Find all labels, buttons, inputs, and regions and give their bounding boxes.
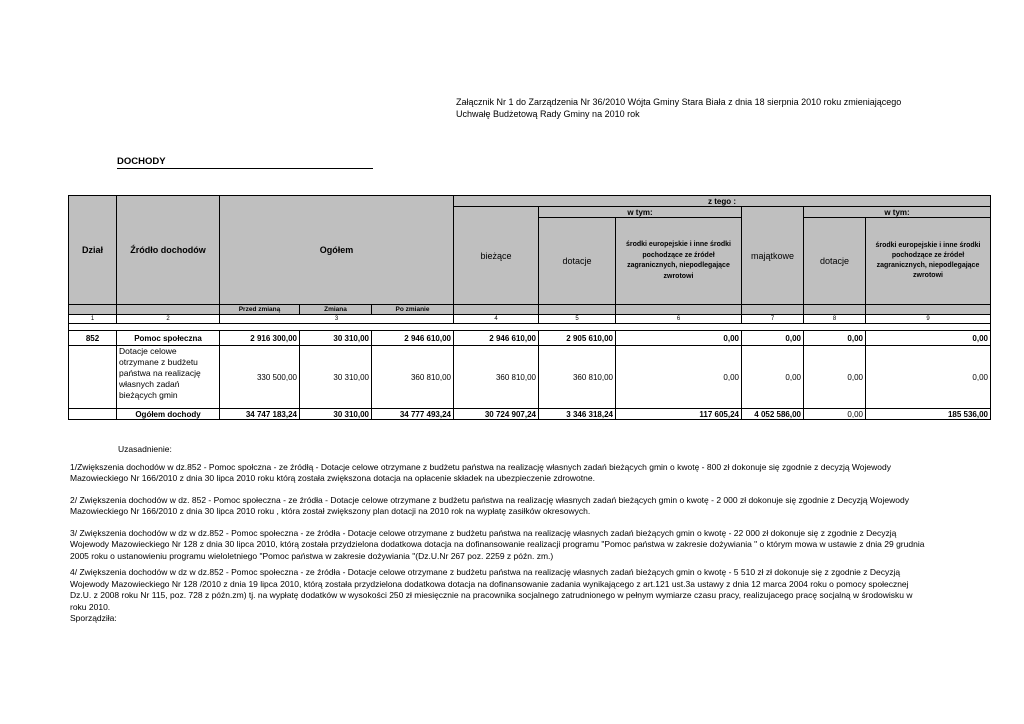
- subheader-empty: [742, 305, 804, 315]
- subheader-empty: [454, 305, 539, 315]
- note-paragraph-1: 1/Zwiększenia dochodów w dz.852 - Pomoc społczna - ze źródłą - Dotacje celowe otrzymane z budżetu państwa na realizację własnych zadań bieżących gmin o kwotę - 800 zł dokonuje się zgodnie z decyzją Wojewody Mazowieckiego Nr 166/2010 z dnia 30 lipca 2010 roku którą została zwiększona dotacja na opłacenie składek na ubezpieczenie zdrowotne.: [70, 461, 891, 483]
- cell-dotacje-2: 0,00: [804, 346, 866, 409]
- cell-srodki-1: 0,00: [616, 331, 742, 346]
- column-number: 9: [866, 315, 991, 324]
- table-row-total: [69, 409, 991, 420]
- table-row-dotacje: [69, 346, 991, 409]
- cell-zrodlo: Ogółem dochody: [117, 409, 220, 420]
- cell-zrodlo: Pomoc społeczna: [117, 331, 220, 346]
- cell-dotacje-1: 2 905 610,00: [539, 331, 616, 346]
- spacer-row: [69, 324, 991, 331]
- header-dotacje-2: dotacje: [804, 218, 866, 305]
- note-paragraph-2: 2/ Zwiększenia dochodów w dz. 852 - Pomoc społeczna - ze źródła - Dotacje celowe otrzymane z budżetu państwa na realizację własnych zadań bieżących gmin o kwotę - 2 000 zł dokonuje się zgodnie z Decyzją Wojewody Mazowieckiego Nr 166/2010 z dnia 30 lipca 2010 roku , która został zwiększony plan dotacji na 2010 rok na wypłatę zasiłków okresowych.: [70, 494, 909, 516]
- header-srodki-2: środki europejskie i inne środki pochodzące ze źródeł zagranicznych, niepodlegające zwrotowi: [866, 218, 991, 305]
- header-biezace: bieżące: [454, 207, 539, 305]
- cell-dzial-empty: [69, 409, 117, 420]
- cell-zmiana: 30 310,00: [300, 331, 372, 346]
- header-w-tym-2: w tym:: [804, 207, 991, 218]
- column-number: 7: [742, 315, 804, 324]
- cell-srodki-2: 0,00: [866, 331, 991, 346]
- cell-po: 360 810,00: [372, 346, 454, 409]
- subheader-empty: [69, 305, 117, 315]
- cell-po: 2 946 610,00: [372, 331, 454, 346]
- note-paragraph-3: 3/ Zwiększenia dochodów w dz w dz.852 - Pomoc społeczna - ze źródła - Dotacje celowe otrzymane z budżetu państwa na realizację własnych zadań bieżących gmin o kwotę - 22 000 zł dokonuje się z zgodnie z Decyzją Wojewody Mazowieckiego Nr 128 z dnia 30 lipca 2010, którą została przydzielona dodatkowa dotacja na dofinansowanie realizacji programu "Pomoc państwa w zakresie dożywiania " o którym mowa w ustawie z dnia 29 grudnia 2005 roku o ustanowieniu programu wieloletniego "Pomoc państwa w zakresie dożywiania "(Dz.U.Nr 267 poz. 2259 z późn. zm.): [70, 527, 925, 561]
- cell-biezace: 360 810,00: [454, 346, 539, 409]
- column-number: 3: [220, 315, 454, 324]
- column-number: 2: [117, 315, 220, 324]
- cell-srodki-1: 117 605,24: [616, 409, 742, 420]
- header-w-tym-1: w tym:: [539, 207, 742, 218]
- column-number: 1: [69, 315, 117, 324]
- header-zrodlo: Źródło dochodów: [117, 196, 220, 305]
- attachment-header-note: Załącznik Nr 1 do Zarządzenia Nr 36/2010 Wójta Gminy Stara Biała z dnia 18 sierpnia 2010 roku zmieniającego Uchwałę Budżetową Rady Gminy na 2010 rok: [456, 97, 902, 119]
- cell-biezace: 30 724 907,24: [454, 409, 539, 420]
- revenue-table: [68, 195, 991, 420]
- cell-zmiana: 30 310,00: [300, 409, 372, 420]
- cell-zrodlo: Dotacje celowe otrzymane z budżetu państwa na realizację własnych zadań bieżących gmin: [117, 346, 220, 409]
- header-dotacje-1: dotacje: [539, 218, 616, 305]
- cell-srodki-2: 0,00: [866, 346, 991, 409]
- header-srodki-1: środki europejskie i inne środki pochodzące ze źródeł zagranicznych, niepodlegające zwrotowi: [616, 218, 742, 305]
- subheader-przed-zmiana: Przed zmianą: [220, 305, 300, 315]
- subheader-zmiana: Zmiana: [300, 305, 372, 315]
- cell-dzial: 852: [69, 331, 117, 346]
- cell-biezace: 2 946 610,00: [454, 331, 539, 346]
- column-number: 5: [539, 315, 616, 324]
- signature-label: Sporządziła:: [70, 613, 117, 623]
- subheader-po-zmianie: Po zmianie: [372, 305, 454, 315]
- header-majatkowe: majątkowe: [742, 207, 804, 305]
- header-ogolem: Ogółem: [220, 196, 454, 305]
- header-z-tego: z tego :: [454, 196, 991, 207]
- cell-dotacje-1: 360 810,00: [539, 346, 616, 409]
- cell-majatkowe: 0,00: [742, 346, 804, 409]
- table-row-852: [69, 331, 991, 346]
- cell-dotacje-2: 0,00: [804, 409, 866, 420]
- section-title: DOCHODY: [117, 156, 373, 169]
- column-number: 6: [616, 315, 742, 324]
- subheader-empty: [616, 305, 742, 315]
- note-paragraph-4: 4/ Zwiększenia dochodów w dz w dz.852 - Pomoc społeczna - ze źródła - Dotacje celowe otrzymane z budżetu państwa na realizację własnych zadań bieżących gmin o kwotę - 5 510 zł zł dokonuje się z zgodnie z Decyzją Wojewody Mazowieckiego Nr 128 /2010 z dnia 19 lipca 2010, którą została przydzielona dodatkowa dotacja na dofinansowanie zadania wynikającego z art.121 ust.3a ustawy z dnia 12 marca 2004 roku o pomocy społecznej Dz.U. z 2008 roku Nr 115, poz. 728 z późn.zm) tj. na wypłatę dodatków w wysokości 250 zł miesięcznie na pracownika socjalnego zatrudnionego w pełnym wymiarze czasu pracy, realizujacego pracę socjalną w środowisku w roku 2010.: [70, 567, 913, 612]
- justification-notes: [70, 444, 930, 625]
- cell-srodki-2: 185 536,00: [866, 409, 991, 420]
- notes-heading: Uzasadnienie:: [118, 444, 172, 454]
- header-dzial: Dział: [69, 196, 117, 305]
- subheader-empty: [866, 305, 991, 315]
- cell-dotacje-2: 0,00: [804, 331, 866, 346]
- cell-dzial-empty: [69, 346, 117, 409]
- subheader-empty: [539, 305, 616, 315]
- cell-majatkowe: 0,00: [742, 331, 804, 346]
- cell-przed: 34 747 183,24: [220, 409, 300, 420]
- cell-dotacje-1: 3 346 318,24: [539, 409, 616, 420]
- subheader-empty: [117, 305, 220, 315]
- cell-majatkowe: 4 052 586,00: [742, 409, 804, 420]
- cell-przed: 2 916 300,00: [220, 331, 300, 346]
- subheader-empty: [804, 305, 866, 315]
- cell-po: 34 777 493,24: [372, 409, 454, 420]
- cell-zmiana: 30 310,00: [300, 346, 372, 409]
- column-number: 8: [804, 315, 866, 324]
- cell-przed: 330 500,00: [220, 346, 300, 409]
- column-number: 4: [454, 315, 539, 324]
- cell-srodki-1: 0,00: [616, 346, 742, 409]
